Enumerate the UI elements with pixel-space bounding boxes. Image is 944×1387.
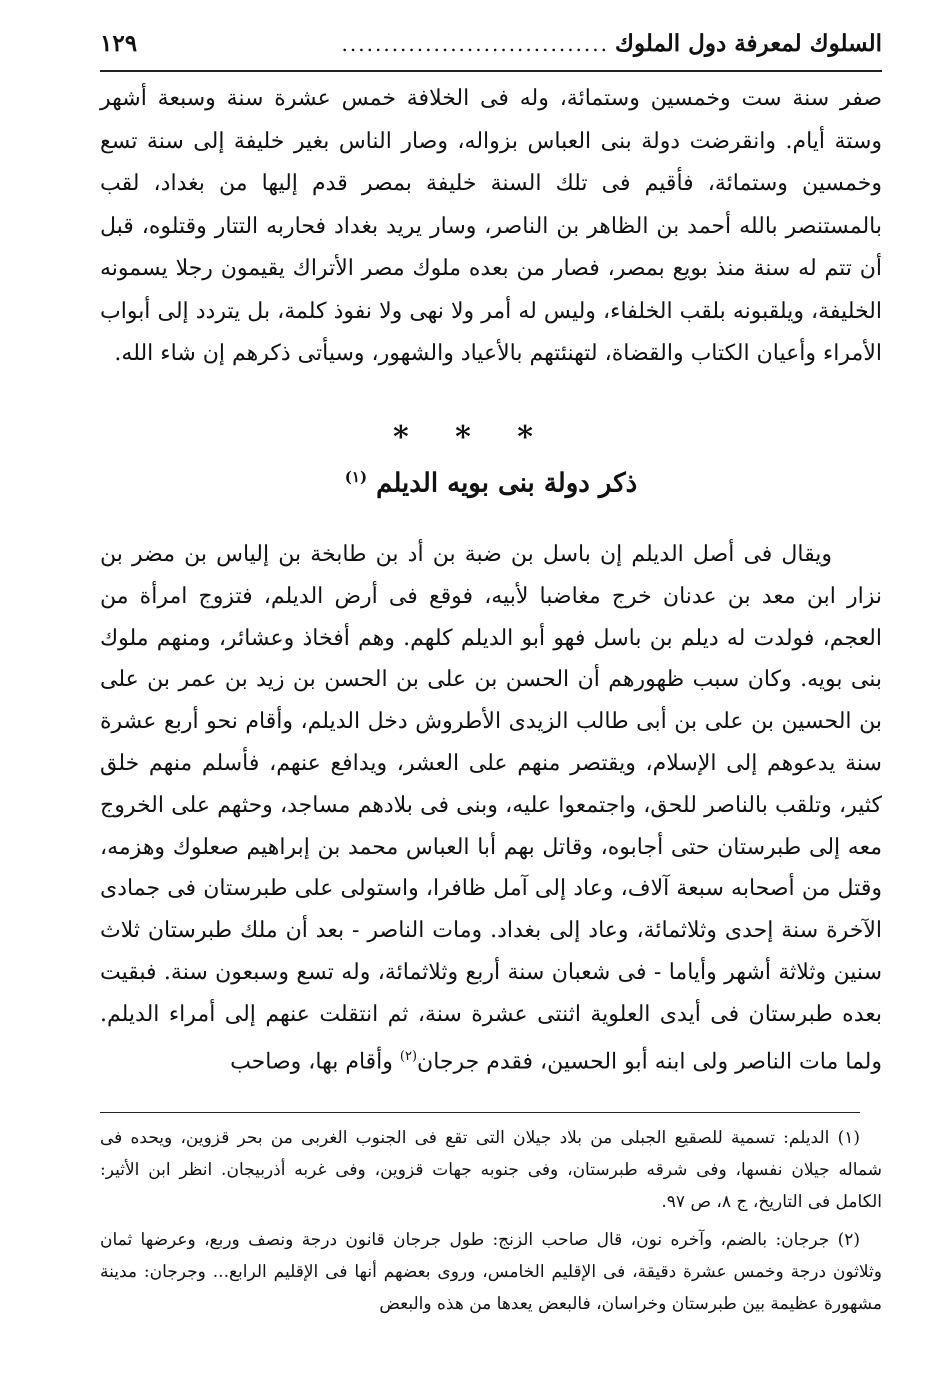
paragraph-2-text: ويقال فى أصل الديلم إن باسل بن ضبة بن أد بن طابخة بن إلياس بن مضر بن نزار ابن معد بن عدنان خرج مغاضبا لأبيه، فوقع فى أرض الديلم، فتزوج امرأة من العجم، فولدت له ديلم بن باسل فهو أبو الديلم كلهم. وهم أفخاذ وعشائر، ومنهم ملوك بنى بويه. وكان سبب ظهورهم أن الحسن بن على بن الحسن بن زيد بن عمر بن على بن الحسين بن على بن أبى طالب الزيدى الأطروش دخل الديلم، وأقام نحو أربع عشرة سنة يدعوهم إلى الإسلام، ويقتصر منهم على العشر، ويدافع عنهم، فأسلم منهم خلق كثير، وتلقب بالناصر للحق، واجتمعوا عليه، وبنى فى بلادهم مساجد، وحثهم على الخروج معه إلى طبرستان حتى أجابوه، وقاتل بهم أبا العباس محمد بن إبراهيم صعلوك وهزمه، وقتل من أصحابه سبعة آلاف، وعاد إلى آمل ظافرا، واستولى على طبرستان فى جمادى الآخرة سنة إحدى وثلاثمائة، وعاد إلى بغداد. ومات الناصر - بعد أن ملك طبرستان ثلاث سنين وثلاثة أشهر وأياما - فى شعبان سنة أربع وثلاثمائة، وله تسع وسبعون سنة. فبقيت بعده طبرستان فى أيدى العلوية اثنتى عشرة سنة، ثم انتقلت عنهم إلى أمراء الديلم. ولما مات الناصر ولى ابنه أبو الحسين، فقدم جرجان <box>100 542 882 1074</box>
paragraph-2 <box>100 534 882 1083</box>
section-ornament: * * * <box>393 420 551 455</box>
footnotes <box>100 1122 882 1326</box>
paragraph-2-tail: وأقام بها، وصاحب <box>230 1048 400 1074</box>
paragraph-1: صفر سنة ست وخمسين وستمائة، وله فى الخلافة خمس عشرة سنة وسبعة أشهر وستة أيام. وانقرضت دولة بنى العباس بزواله، وصار الناس بغير خليفة إلى سنة تسع وخمسين وستمائة، فأقيم فى تلك السنة خليفة بمصر قدم إليها من بغداد، لقب بالمستنصر بالله أحمد بن الظاهر بن الناصر، وسار يريد بغداد فحاربه التتار وقتلوه، قبل أن تتم له سنة منذ بويع بمصر، فصار من بعده ملوك مصر الأتراك يقيمون رجلا يسمونه الخليفة، ويلقبونه بلقب الخلفاء، وليس له أمر ولا نهى ولا نفوذ كلمة، بل يتردد إلى أبواب الأمراء وأعيان الكتاب والقضاة، لتهنئتهم بالأعياد والشهور، وسيأتى ذكرهم إن شاء الله. <box>100 86 882 366</box>
running-title: السلوك لمعرفة دول الملوك <box>614 30 882 57</box>
footnote-2: (٢) جرجان: بالضم، وآخره نون، قال صاحب الزنج: طول جرجان قانون درجة ونصف وربع، وعرضها ثمان وثلاثون درجة وخمس عشرة دقيقة، فى الإقليم الخامس، وروى بعضهم أنها فى الإقليم الرابع... وجرجان: مدينة مشهورة عظيمة بين طبرستان وخراسان، فالبعض يعدها من هذه والبعض <box>100 1230 882 1314</box>
page-number: ١٢٩ <box>100 30 138 57</box>
footnote-divider <box>100 1112 860 1113</box>
footnote-ref-1: (١) <box>344 468 368 486</box>
footnote-1: (١) الديلم: تسمية للصقيع الجبلى من بلاد جيلان التى تقع فى الجنوب الغربى من بحر قزوين، ويحده فى شماله جيلان نفسها، وفى شرقه طبرستان، وفى جنوبه جهات قزوين، وفى غربه أذربيجان. انظر ابن الأثير: الكامل فى التاريخ، ج ٨، ص ٩٧. <box>100 1128 882 1212</box>
footnote-ref-2: (٢) <box>399 1048 418 1064</box>
leader-dots: ................................ <box>341 32 609 56</box>
section-heading <box>100 468 882 499</box>
section-heading-text: ذكر دولة بنى بويه الديلم <box>376 468 638 499</box>
running-header <box>100 30 882 72</box>
